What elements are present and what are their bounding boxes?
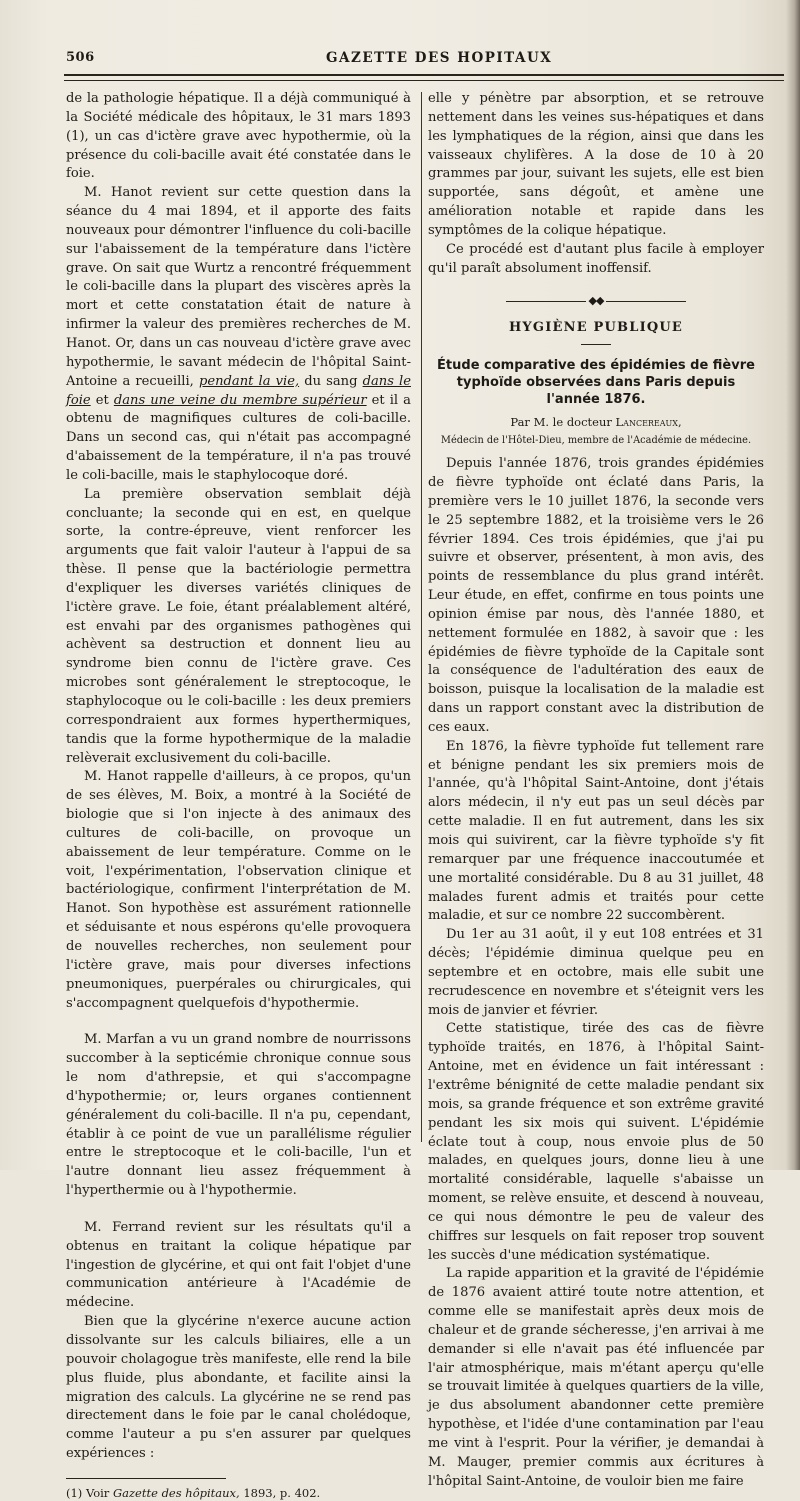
article-byline: Par M. le docteur Lancereaux, <box>510 415 682 430</box>
paragraph: M. Marfan a vu un grand nombre de nourrissons succomber à la septicémie chronique connue sous le nom d'athrepsie, et qui s'accompagne d'hypothermie; or, leurs organes contiennent généralement du coli-bacille. Il n'a pu, cependant, établir à ce point de vue un parallélisme régulier entre le streptocoque et le coli-bacille, l'un et l'autre donnant lieu assez fréquemment à l'hyperthermie ou à l'hypothermie. <box>66 1032 411 1199</box>
section-title: HYGIÈNE PUBLIQUE <box>508 320 684 336</box>
footnote: (1) Voir Gazette des hôpitaux, 1893, p. 402. <box>66 1485 321 1500</box>
paragraph: La rapide apparition et la gravité de l'épidémie de 1876 avaient attiré toute notre attention, et comme elle se manifestait après deux mois de chaleur et de grande sécheresse, j'en arrivai à me demander si elle n'avait pas été influencée par l'air atmosphérique, mais m'étant aperçu qu'elle se trouvait limitée à quelques quartiers de la ville, je dus absolument abandonner cette première hypothèse, et l'idée d'une contamination par l'eau me vint à l'esprit. Pour la vérifier, je demandai à M. Mauger, premier commis aux écritures à l'hôpital Saint-Antoine, de vouloir bien me faire <box>428 1266 764 1489</box>
paragraph: elle y pénètre par absorption, et se retrouve nettement dans les veines sus-hépatiques et dans les lymphatiques de la région, ainsi que dans les vaisseaux chylifères. A la dose de 10 à 20 grammes par jour, suivant les sujets, elle est bien supportée, sans dégoût, et amène une amélioration notable et rapide dans les symptômes de la colique hépatique. <box>428 91 764 238</box>
column-divider <box>421 92 422 1142</box>
paragraph: M. Hanot revient sur cette question dans la séance du 4 mai 1894, et il apporte des faits nouveaux pour démontrer l'influence du coli-bacille sur l'abaissement de la température dans l'ictère grave. On sait que Wurtz a rencontré fréquemment le coli-bacille dans la plupart des viscères après la mort et cette constatation était de nature à infirmer la valeur des premières recherches de M. Hanot. Or, dans un cas nouveau d'ictère grave avec hypothermie, le savant médecin de l'hôpital Saint-Antoine a recueilli, pendant la vie, du sang dans le foie et dans une veine du membre supérieur et il a obtenu de magnifiques cultures de coli-bacille. Dans un second cas, qui n'était pas accompagné d'abaissement de la température, il n'a pas trouvé le coli-bacille, mais le staphylocoque doré. <box>66 185 411 483</box>
paragraph: M. Ferrand revient sur les résultats qu'il a obtenus en traitant la colique hépatique par l'ingestion de glycérine, et qui ont fait l'objet d'une communication antérieure à l'Académie de médecine. <box>66 1219 411 1311</box>
section-ornament: ◆◆ <box>428 292 764 311</box>
paragraph: La première observation semblait déjà concluante; la seconde qui en est, en quelque sorte, la contre-épreuve, vient renforcer les arguments que fait valoir l'auteur à l'appui de sa thèse. Il pense que la bactériologie permettra d'expliquer les diverses variétés cliniques de l'ictère grave. Le foie, étant préalablement altéré, est envahi par des organismes pathogènes qui achèvent sa destruction et donnent lieu au syndrome bien connu de l'ictère grave. Ces microbes sont généralement le streptocoque, le staphylocoque ou le coli-bacille : les deux premiers correspondraient aux formes hyperthermiques, tandis que la forme hypothermique de la maladie relèverait exclusivement du coli-bacille. <box>66 486 411 766</box>
paragraph: de la pathologie hépatique. Il a déjà communiqué à la Société médicale des hôpitaux, le 31 mars 1893 (1), un cas d'ictère grave avec hypothermie, où la présence du coli-bacille avait été constatée dans le foie. <box>66 91 411 182</box>
header-rule-thick <box>64 74 784 76</box>
paragraph: Cette statistique, tirée des cas de fièvre typhoïde traités, en 1876, à l'hôpital Saint-Antoine, met en évidence un fait intéressant : l'extrême bénignité de cette maladie pendant six mois, sa grande fréquence et son extrême gravité pendant les six mois qui suivent. L'épidémie éclate tout à coup, nous envoie plus de 50 malades, en quelques jours, donne lieu à une mortalité considérable, laquelle s'abaisse un moment, se relève ensuite, et descend à nouveau, ce qui nous démontre le peu de valeur des chiffres sur lesquels on fait reposer trop souvent les succès d'une médication systématique. <box>428 1021 764 1263</box>
paragraph: Ce procédé est d'autant plus facile à employer qu'il paraît absolument inoffensif. <box>428 241 764 276</box>
paragraph: Du 1er au 31 août, il y eut 108 entrées et 31 décès; l'épidémie diminua quelque peu en septembre et en octobre, mais elle subit une recrudescence en novembre et s'éteignit vers les mois de janvier et février. <box>428 927 764 1018</box>
page-binding-shadow <box>786 0 800 1170</box>
article-title: Étude comparative des épidémies de fièvre typhoïde observées dans Paris depuis l'année 1876. <box>437 358 755 408</box>
author-affiliation: Médecin de l'Hôtel-Dieu, membre de l'Académie de médecine. <box>440 435 752 447</box>
header-rule-thin <box>64 80 784 81</box>
paragraph: M. Hanot rappelle d'ailleurs, à ce propos, qu'un de ses élèves, M. Boix, a montré à la Société de biologie que si l'on injecte à des animaux des cultures de coli-bacille, on provoque un abaissement de leur température. Comme on le voit, l'expérimentation, l'observation clinique et bactériologique, confirment l'interprétation de M. Hanot. Son hypothèse est assurément rationnelle et séduisante et nous espérons qu'elle provoquera de nouvelles recherches, non seulement pour l'ictère grave, mais pour diverses infections pneumoniques, puerpérales ou chirurgicales, qui s'accompagnent quelquefois d'hypothermie. <box>66 769 411 1011</box>
paragraph: Depuis l'année 1876, trois grandes épidémies de fièvre typhoïde ont éclaté dans Paris, la première vers le 10 juillet 1876, la seconde vers le 25 septembre 1882, et la troisième vers le 26 février 1894. Ces trois épidémies, que j'ai pu suivre et observer, présentent, à mon avis, des points de ressemblance du plus grand intérêt. Leur étude, en effet, confirme en tous points une opinion émise par nous, dès l'année 1880, et nettement formulée en 1882, à savoir que : les épidémies de fièvre typhoïde de la Capitale sont la conséquence de l'adultération des eaux de boisson, puisque la localisation de la maladie est dans un rapport constant avec la distribution de ces eaux. <box>428 456 764 735</box>
paragraph: Bien que la glycérine n'exerce aucune action dissolvante sur les calculs biliaires, elle a un pouvoir cholagogue très manifeste, elle rend la bile plus fluide, plus abondante, et facilite ainsi la migration des calculs. La glycérine ne se rend pas directement dans le foie par le canal cholédoque, comme l'auteur a pu s'en assurer par quelques expériences : <box>66 1314 411 1462</box>
page-header <box>66 50 786 72</box>
section-rule <box>581 344 611 345</box>
right-column <box>428 90 764 1492</box>
page-number: 506 <box>66 50 95 65</box>
journal-title: GAZETTE DES HOPITAUX <box>326 50 553 66</box>
paragraph: En 1876, la fièvre typhoïde fut tellement rare et bénigne pendant les six premiers mois de l'année, qu'à l'hôpital Saint-Antoine, dont j'étais alors médecin, il n'y eut pas un seul décès par cette maladie. Il en fut autrement, dans les six mois qui suivirent, car la fièvre typhoïde s'y fit remarquer par une fréquence inaccoutumée et une mortalité considérable. Du 8 au 31 juillet, 48 malades furent admis et traités pour cette maladie, et sur ce nombre 22 succombèrent. <box>428 738 764 924</box>
left-column <box>66 90 411 1501</box>
footnote-rule <box>66 1478 226 1479</box>
